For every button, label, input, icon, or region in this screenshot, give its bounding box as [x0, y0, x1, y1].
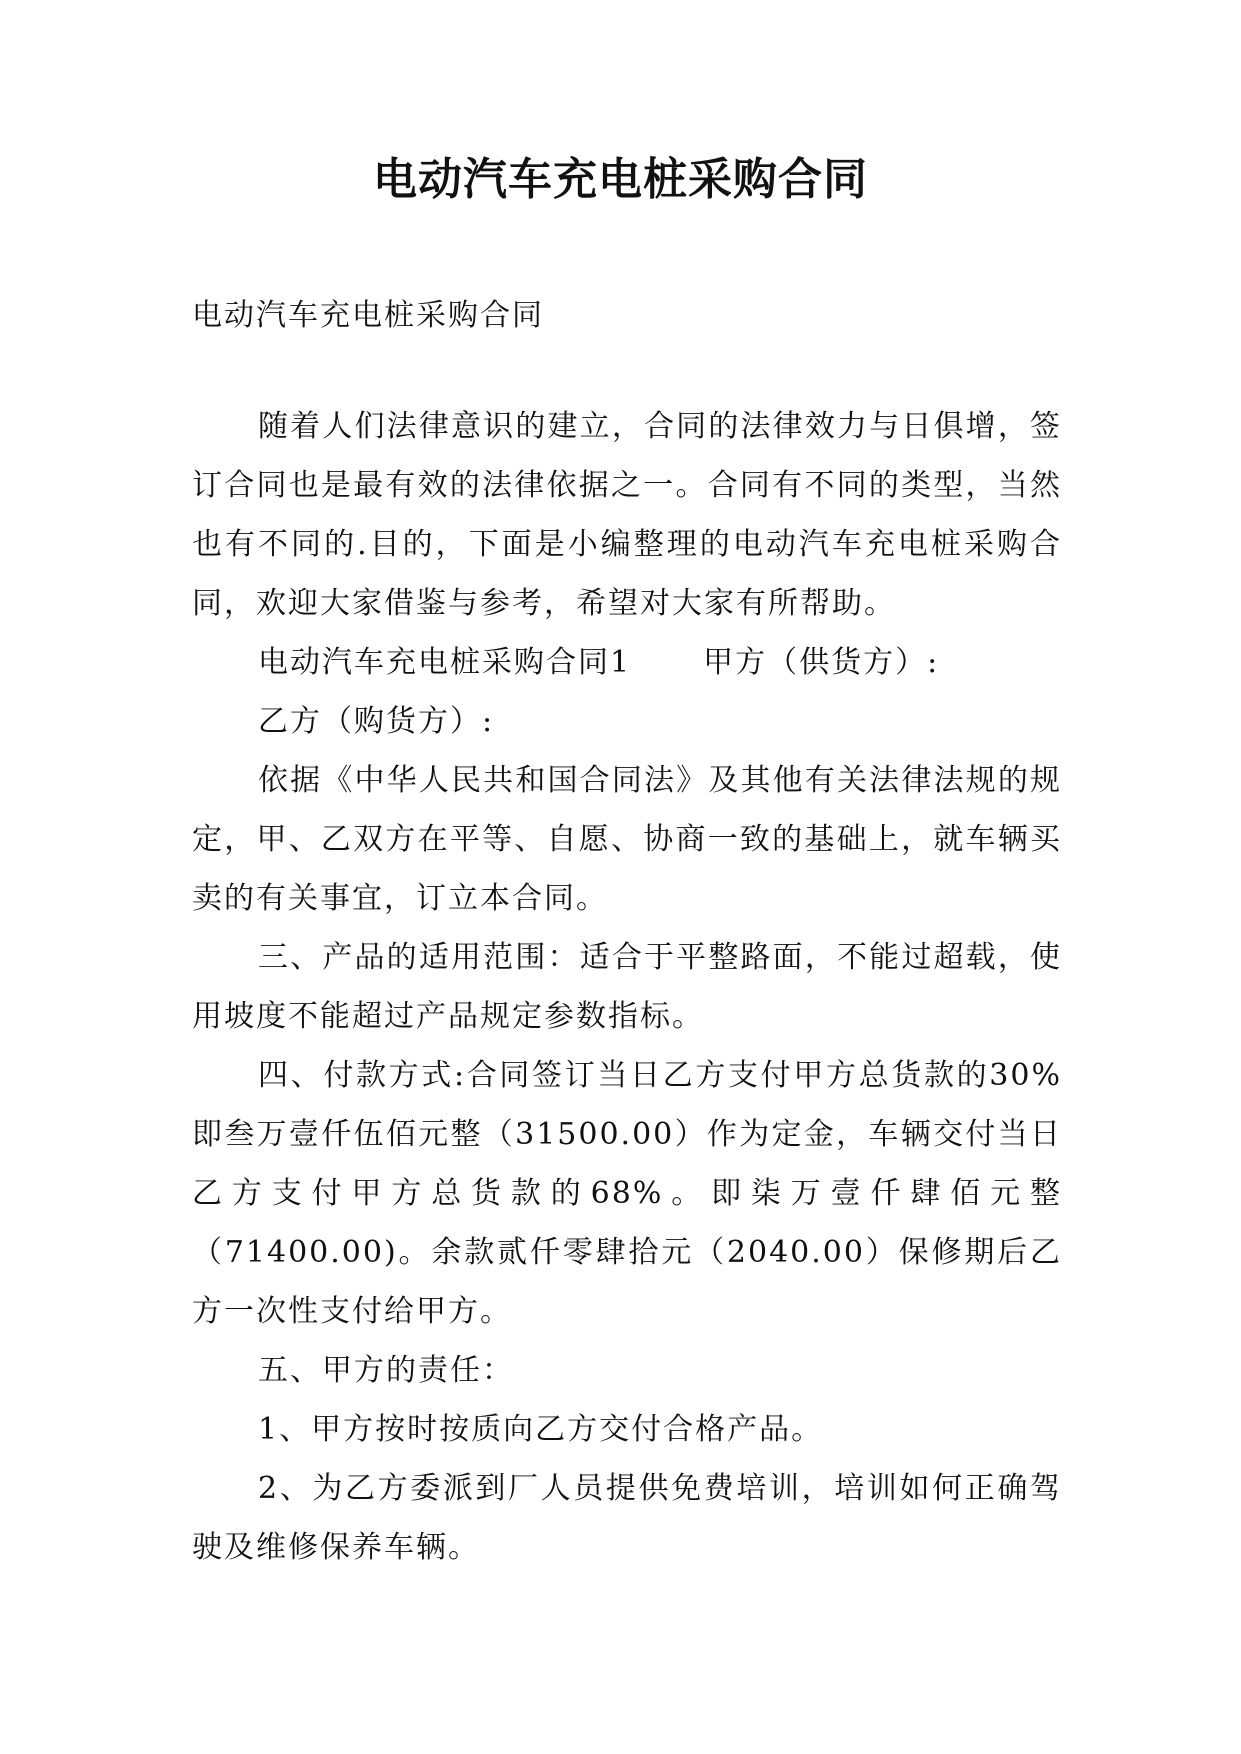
clause-3-paragraph: 三、产品的适用范围：适合于平整路面，不能过超载，使用坡度不能超过产品规定参数指标。 — [192, 940, 1062, 1034]
document-subtitle: 电动汽车充电桩采购合同 — [192, 298, 544, 333]
clause-5-item-1: 1、甲方按时按质向乙方交付合格产品。 — [258, 1412, 824, 1447]
clause-5-heading: 五、甲方的责任： — [258, 1353, 514, 1388]
clause-5-item-2: 2、为乙方委派到厂人员提供免费培训，培训如何正确驾驶及维修保养车辆。 — [192, 1471, 1062, 1565]
contract-heading-line — [192, 633, 1062, 692]
party-b-label: 乙方（购货方）: — [258, 704, 495, 739]
basis-paragraph: 依据《中华人民共和国合同法》及其他有关法律法规的规定，甲、乙双方在平等、自愿、协商一致的基础上，就车辆买卖的有关事宜，订立本合同。 — [192, 763, 1062, 916]
intro-paragraph: 随着人们法律意识的建立，合同的法律效力与日俱增，签订合同也是最有效的法律依据之一。合同有不同的类型，当然也有不同的.目的，下面是小编整理的电动汽车充电桩采购合同，欢迎大家借鉴与参考，希望对大家有所帮助。 — [192, 409, 1062, 621]
contract-heading: 电动汽车充电桩采购合同1 — [258, 645, 632, 680]
party-a-label: 甲方（供货方）: — [703, 645, 940, 680]
document-body — [192, 286, 1062, 1577]
clause-4-paragraph: 四、付款方式:合同签订当日乙方支付甲方总货款的30%即叁万壹仟伍佰元整（31500.00）作为定金，车辆交付当日乙方支付甲方总货款的68%。即柒万壹仟肆佰元整（71400.00)。余款贰仟零肆拾元（2040.00）保修期后乙方一次性支付给甲方。 — [192, 1058, 1062, 1329]
document-title: 电动汽车充电桩采购合同 — [373, 154, 868, 205]
